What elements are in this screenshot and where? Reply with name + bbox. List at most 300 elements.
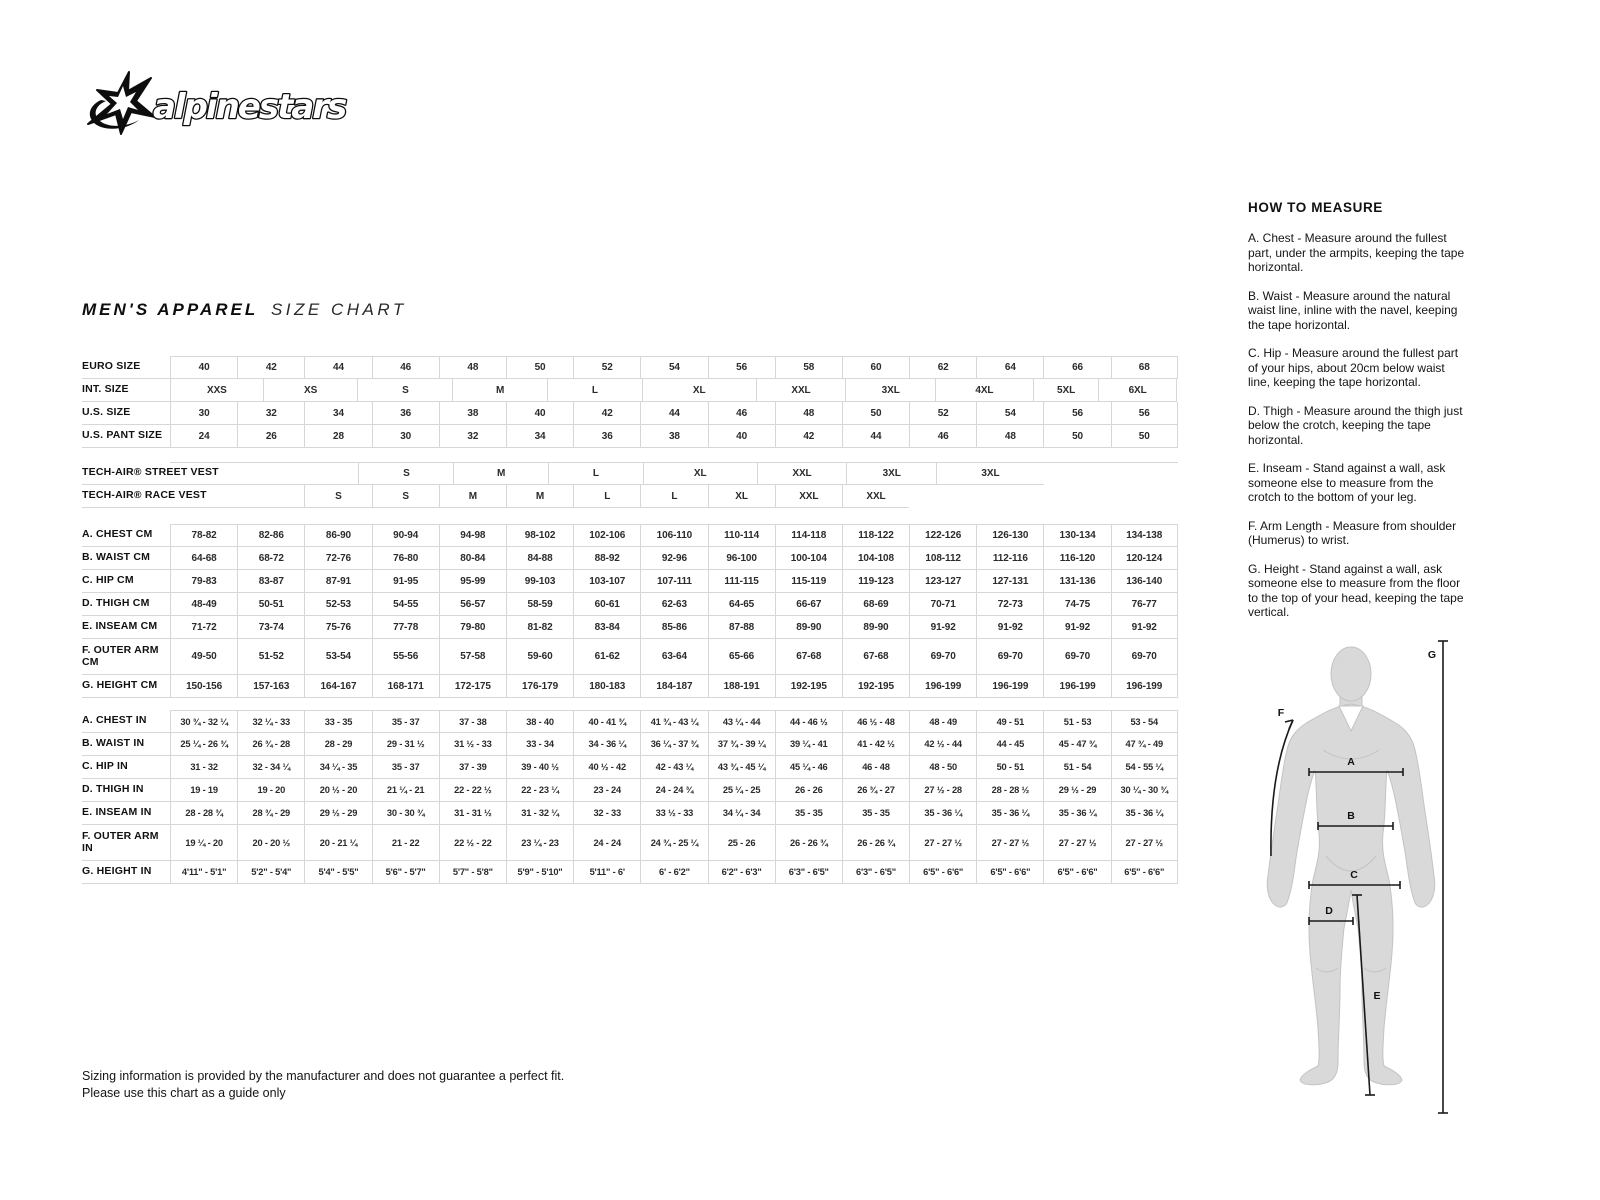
- row-cells: [170, 861, 1178, 884]
- size-row: [82, 756, 1178, 779]
- size-row: [82, 675, 1178, 698]
- size-row: [82, 379, 1178, 402]
- size-cell: 51-52: [237, 639, 304, 675]
- size-cell: 44 - 46 ½: [775, 710, 842, 733]
- size-cell: 48-49: [170, 593, 237, 616]
- size-row: [82, 710, 1178, 733]
- logo-wordmark: alpinestars: [153, 87, 346, 127]
- size-cell: 46: [708, 402, 775, 425]
- size-cell: 68: [1111, 356, 1178, 379]
- row-cells: [170, 710, 1178, 733]
- row-cells: [170, 756, 1178, 779]
- row-cells: [170, 462, 1178, 485]
- size-cell: 5'2" - 5'4": [237, 861, 304, 884]
- size-cell: 48 - 50: [909, 756, 976, 779]
- size-cell: 87-88: [708, 616, 775, 639]
- size-cell: 131-136: [1043, 570, 1110, 593]
- size-cell: 46 - 48: [842, 756, 909, 779]
- size-cell: 51 - 53: [1043, 710, 1110, 733]
- size-cell: 6'5" - 6'6": [1043, 861, 1110, 884]
- empty-cell: [1044, 462, 1178, 485]
- size-cell: 79-83: [170, 570, 237, 593]
- size-cell: 19 ¼ - 20: [170, 825, 237, 861]
- size-cell: 36: [573, 425, 640, 448]
- page-title: [82, 300, 407, 320]
- size-cell: 38: [439, 402, 506, 425]
- size-cell: L: [573, 485, 640, 508]
- size-cell: 6'3" - 6'5": [775, 861, 842, 884]
- label-hip: C: [1350, 869, 1358, 881]
- size-cell: 5'9" - 5'10": [506, 861, 573, 884]
- size-cell: 6'5" - 6'6": [976, 861, 1043, 884]
- page-title-bold: MEN'S APPAREL: [82, 300, 259, 319]
- size-cell: 34 ¼ - 35: [304, 756, 371, 779]
- size-cell: 196-199: [976, 675, 1043, 698]
- row-label: C. HIP CM: [82, 570, 170, 593]
- size-cell: 30 ¼ - 30 ¾: [1111, 779, 1178, 802]
- size-cell: 37 - 38: [439, 710, 506, 733]
- size-cell: 106-110: [640, 524, 707, 547]
- size-cell: 64-65: [708, 593, 775, 616]
- size-cell: 116-120: [1043, 547, 1110, 570]
- size-cell: 48 - 49: [909, 710, 976, 733]
- body-measurement-diagram: [1230, 618, 1560, 1138]
- disclaimer-line-1: Sizing information is provided by the manufacturer and does not guarantee a perfect fit.: [82, 1069, 565, 1083]
- size-cell: 23 ¼ - 23: [506, 825, 573, 861]
- size-cell: 28 - 28 ½: [976, 779, 1043, 802]
- size-cell: 67-68: [842, 639, 909, 675]
- size-cell: 35 - 36 ¼: [976, 802, 1043, 825]
- size-cell: 62-63: [640, 593, 707, 616]
- size-cell: 32: [237, 402, 304, 425]
- row-cells: [170, 402, 1178, 425]
- row-cells: [170, 524, 1178, 547]
- size-cell: 56: [1043, 402, 1110, 425]
- size-cell: 91-92: [1111, 616, 1178, 639]
- size-cell: 42 ½ - 44: [909, 733, 976, 756]
- size-cell: 130-134: [1043, 524, 1110, 547]
- size-cell: 21 ¼ - 21: [372, 779, 439, 802]
- size-cell: 77-78: [372, 616, 439, 639]
- size-cell: 40 - 41 ¾: [573, 710, 640, 733]
- size-cell: 122-126: [909, 524, 976, 547]
- size-cell: 29 ½ - 29: [1043, 779, 1110, 802]
- size-cell: 164-167: [304, 675, 371, 698]
- size-cell: 176-179: [506, 675, 573, 698]
- size-cell: 32: [439, 425, 506, 448]
- size-cell: 67-68: [775, 639, 842, 675]
- size-cell: 36: [372, 402, 439, 425]
- size-cell: 26 - 26: [775, 779, 842, 802]
- size-cell: 54 - 55 ¼: [1111, 756, 1178, 779]
- size-cell: 136-140: [1111, 570, 1178, 593]
- label-thigh: D: [1325, 905, 1333, 917]
- size-cell: 53 - 54: [1111, 710, 1178, 733]
- size-cell: S: [358, 462, 453, 485]
- size-cell: 33 - 34: [506, 733, 573, 756]
- size-cell: 37 ¾ - 39 ¼: [708, 733, 775, 756]
- size-cell: 64: [976, 356, 1043, 379]
- size-row: [82, 861, 1178, 884]
- head: [1331, 647, 1371, 701]
- size-cell: 6'3" - 6'5": [842, 861, 909, 884]
- empty-cell: [1111, 485, 1178, 508]
- size-cell: 40: [170, 356, 237, 379]
- size-cell: 46 ½ - 48: [842, 710, 909, 733]
- size-cell: 26 ¾ - 28: [237, 733, 304, 756]
- size-cell: M: [453, 462, 548, 485]
- measure-instruction-inseam: E. Inseam - Stand against a wall, ask someone else to measure from the crotch to the bottom of your leg.: [1248, 461, 1446, 504]
- size-cell: 35 - 36 ¼: [909, 802, 976, 825]
- size-cell: 60-61: [573, 593, 640, 616]
- size-cell: 50-51: [237, 593, 304, 616]
- row-label: E. INSEAM IN: [82, 802, 170, 825]
- size-cell: 26 - 26 ¾: [775, 825, 842, 861]
- size-cell: XL: [642, 379, 756, 402]
- size-cell: L: [547, 379, 642, 402]
- size-row: [82, 425, 1178, 448]
- size-cell: 22 - 23 ¼: [506, 779, 573, 802]
- size-cell: 27 - 27 ½: [1111, 825, 1178, 861]
- how-to-measure-title: HOW TO MEASURE: [1248, 200, 1383, 215]
- table-section-gap: [82, 508, 1178, 524]
- size-cell: 24 ¾ - 25 ¼: [640, 825, 707, 861]
- size-cell: 76-77: [1111, 593, 1178, 616]
- size-cell: 58-59: [506, 593, 573, 616]
- size-cell: 99-103: [506, 570, 573, 593]
- size-cell: XL: [708, 485, 775, 508]
- size-cell: 30 - 30 ¾: [372, 802, 439, 825]
- size-cell: 51 - 54: [1043, 756, 1110, 779]
- row-label: B. WAIST IN: [82, 733, 170, 756]
- size-cell: 168-171: [372, 675, 439, 698]
- size-cell: 22 ½ - 22: [439, 825, 506, 861]
- page-title-light: SIZE CHART: [270, 300, 407, 319]
- size-cell: 31 - 32 ¼: [506, 802, 573, 825]
- size-cell: 75-76: [304, 616, 371, 639]
- empty-cell: [170, 462, 358, 485]
- size-row: [82, 733, 1178, 756]
- size-cell: 24 - 24 ¾: [640, 779, 707, 802]
- size-cell: 82-86: [237, 524, 304, 547]
- size-cell: 5XL: [1033, 379, 1099, 402]
- size-cell: 83-87: [237, 570, 304, 593]
- size-cell: 76-80: [372, 547, 439, 570]
- size-cell: 32 ¼ - 33: [237, 710, 304, 733]
- size-cell: 42: [237, 356, 304, 379]
- size-cell: S: [304, 485, 371, 508]
- size-cell: 73-74: [237, 616, 304, 639]
- size-cell: M: [452, 379, 547, 402]
- size-cell: 61-62: [573, 639, 640, 675]
- size-cell: 28: [304, 425, 371, 448]
- empty-cell: [1043, 485, 1110, 508]
- size-cell: XXS: [170, 379, 263, 402]
- size-cell: 196-199: [1043, 675, 1110, 698]
- row-label: B. WAIST CM: [82, 547, 170, 570]
- size-cell: 92-96: [640, 547, 707, 570]
- size-cell: S: [372, 485, 439, 508]
- size-cell: 43 ¾ - 45 ¼: [708, 756, 775, 779]
- size-cell: 20 - 20 ½: [237, 825, 304, 861]
- row-cells: [170, 675, 1178, 698]
- size-cell: 72-73: [976, 593, 1043, 616]
- size-cell: 30: [372, 425, 439, 448]
- size-cell: 50: [1111, 425, 1178, 448]
- table-section-gap: [82, 448, 1178, 462]
- size-cell: XS: [263, 379, 358, 402]
- row-label: F. OUTER ARM CM: [82, 639, 170, 675]
- size-cell: 79-80: [439, 616, 506, 639]
- row-label: A. CHEST IN: [82, 710, 170, 733]
- size-cell: 102-106: [573, 524, 640, 547]
- size-cell: 85-86: [640, 616, 707, 639]
- size-cell: 28 ¾ - 29: [237, 802, 304, 825]
- size-cell: 36 ¼ - 37 ¾: [640, 733, 707, 756]
- size-row: [82, 616, 1178, 639]
- size-cell: 63-64: [640, 639, 707, 675]
- size-cell: 134-138: [1111, 524, 1178, 547]
- size-cell: 30: [170, 402, 237, 425]
- size-cell: 98-102: [506, 524, 573, 547]
- label-inseam: E: [1373, 990, 1381, 1002]
- size-cell: 58: [775, 356, 842, 379]
- size-cell: 44: [640, 402, 707, 425]
- size-cell: 29 - 31 ½: [372, 733, 439, 756]
- size-cell: 126-130: [976, 524, 1043, 547]
- size-row: [82, 779, 1178, 802]
- size-cell: 44 - 45: [976, 733, 1043, 756]
- size-cell: 88-92: [573, 547, 640, 570]
- measure-instruction-height: G. Height - Stand against a wall, ask someone else to measure from the floor to the top of your head, keeping the tape vertical.: [1248, 561, 1464, 619]
- size-cell: L: [548, 462, 643, 485]
- row-cells: [170, 485, 1178, 508]
- size-cell: 196-199: [1111, 675, 1178, 698]
- size-cell: 35 - 36 ¼: [1111, 802, 1178, 825]
- size-cell: 43 ¼ - 44: [708, 710, 775, 733]
- table-section-gap: [82, 698, 1178, 710]
- size-cell: 69-70: [909, 639, 976, 675]
- empty-cell: [976, 485, 1043, 508]
- size-cell: 94-98: [439, 524, 506, 547]
- size-cell: 38: [640, 425, 707, 448]
- size-cell: 120-124: [1111, 547, 1178, 570]
- row-label: G. HEIGHT CM: [82, 675, 170, 698]
- size-cell: 84-88: [506, 547, 573, 570]
- row-cells: [170, 356, 1178, 379]
- size-cell: 27 - 27 ½: [976, 825, 1043, 861]
- size-cell: 34 ¼ - 34: [708, 802, 775, 825]
- row-cells: [170, 825, 1178, 861]
- size-cell: 50: [506, 356, 573, 379]
- size-cell: 127-131: [976, 570, 1043, 593]
- size-cell: 50: [1043, 425, 1110, 448]
- size-cell: 78-82: [170, 524, 237, 547]
- size-cell: 26 ¾ - 27: [842, 779, 909, 802]
- measure-instruction-chest: A. Chest - Measure around the fullest part, under the armpits, keeping the tape horizontal.: [1248, 231, 1465, 274]
- size-cell: 29 ½ - 29: [304, 802, 371, 825]
- size-cell: 107-111: [640, 570, 707, 593]
- size-cell: 42: [573, 402, 640, 425]
- size-cell: 30 ¾ - 32 ¼: [170, 710, 237, 733]
- size-cell: 52: [573, 356, 640, 379]
- size-cell: 180-183: [573, 675, 640, 698]
- size-cell: 74-75: [1043, 593, 1110, 616]
- size-cell: XXL: [842, 485, 909, 508]
- size-cell: 31 - 31 ½: [439, 802, 506, 825]
- disclaimer-line-2: Please use this chart as a guide only: [82, 1086, 286, 1100]
- size-cell: 90-94: [372, 524, 439, 547]
- size-cell: 20 ½ - 20: [304, 779, 371, 802]
- label-chest: A: [1347, 756, 1355, 768]
- size-cell: 31 - 32: [170, 756, 237, 779]
- size-cell: 89-90: [775, 616, 842, 639]
- row-label: TECH-AIR® RACE VEST: [82, 485, 170, 508]
- size-cell: 104-108: [842, 547, 909, 570]
- size-cell: 46: [909, 425, 976, 448]
- size-cell: 192-195: [842, 675, 909, 698]
- label-height: G: [1427, 649, 1437, 661]
- row-label: INT. SIZE: [82, 379, 170, 402]
- size-cell: 87-91: [304, 570, 371, 593]
- size-row: [82, 402, 1178, 425]
- size-cell: 112-116: [976, 547, 1043, 570]
- height-measure-line: [1438, 641, 1448, 1113]
- size-cell: 32 - 34 ¼: [237, 756, 304, 779]
- size-cell: 35 - 35: [842, 802, 909, 825]
- row-cells: [170, 547, 1178, 570]
- size-cell: 3XL: [936, 462, 1044, 485]
- row-label: C. HIP IN: [82, 756, 170, 779]
- size-cell: 22 - 22 ½: [439, 779, 506, 802]
- size-cell: M: [506, 485, 573, 508]
- size-cell: 39 - 40 ½: [506, 756, 573, 779]
- size-cell: 48: [775, 402, 842, 425]
- size-cell: 56: [708, 356, 775, 379]
- size-cell: 25 - 26: [708, 825, 775, 861]
- size-cell: 48: [976, 425, 1043, 448]
- row-cells: [170, 733, 1178, 756]
- size-cell: 48: [439, 356, 506, 379]
- size-cell: 44: [304, 356, 371, 379]
- size-cell: 25 ¼ - 25: [708, 779, 775, 802]
- size-cell: 32 - 33: [573, 802, 640, 825]
- row-label: E. INSEAM CM: [82, 616, 170, 639]
- size-cell: 54: [976, 402, 1043, 425]
- size-cell: 196-199: [909, 675, 976, 698]
- size-cell: 20 - 21 ¼: [304, 825, 371, 861]
- size-cell: 40: [708, 425, 775, 448]
- size-cell: 46: [372, 356, 439, 379]
- size-cell: 5'6" - 5'7": [372, 861, 439, 884]
- size-cell: 56: [1111, 402, 1178, 425]
- size-cell: 57-58: [439, 639, 506, 675]
- size-cell: 35 - 37: [372, 710, 439, 733]
- size-cell: 5'4" - 5'5": [304, 861, 371, 884]
- size-cell: 52: [909, 402, 976, 425]
- size-row: [82, 570, 1178, 593]
- size-cell: 157-163: [237, 675, 304, 698]
- size-cell: 119-123: [842, 570, 909, 593]
- size-cell: 24: [170, 425, 237, 448]
- size-cell: 45 - 47 ¾: [1043, 733, 1110, 756]
- size-cell: 34: [506, 425, 573, 448]
- size-cell: 118-122: [842, 524, 909, 547]
- row-cells: [170, 779, 1178, 802]
- size-cell: 27 ½ - 28: [909, 779, 976, 802]
- size-row: [82, 825, 1178, 861]
- row-cells: [170, 425, 1178, 448]
- size-cell: 91-92: [1043, 616, 1110, 639]
- size-cell: 6'5" - 6'6": [1111, 861, 1178, 884]
- label-waist: B: [1347, 810, 1355, 822]
- size-cell: 50: [842, 402, 909, 425]
- size-row: [82, 462, 1178, 485]
- row-label: TECH-AIR® STREET VEST: [82, 462, 170, 485]
- size-cell: 54: [640, 356, 707, 379]
- size-cell: 19 - 19: [170, 779, 237, 802]
- size-cell: 115-119: [775, 570, 842, 593]
- alpinestars-logo: [85, 68, 365, 148]
- size-cell: L: [640, 485, 707, 508]
- size-cell: 3XL: [846, 462, 936, 485]
- label-arm: F: [1277, 707, 1285, 719]
- size-cell: 27 - 27 ½: [909, 825, 976, 861]
- size-cell: 60: [842, 356, 909, 379]
- size-cell: 59-60: [506, 639, 573, 675]
- size-cell: 33 - 35: [304, 710, 371, 733]
- size-row: [82, 639, 1178, 675]
- size-cell: 86-90: [304, 524, 371, 547]
- size-cell: 35 - 36 ¼: [1043, 802, 1110, 825]
- size-row: [82, 356, 1178, 379]
- size-cell: 49 - 51: [976, 710, 1043, 733]
- size-cell: 192-195: [775, 675, 842, 698]
- size-cell: 123-127: [909, 570, 976, 593]
- size-cell: XL: [643, 462, 757, 485]
- size-cell: S: [357, 379, 452, 402]
- size-cell: 34 - 36 ¼: [573, 733, 640, 756]
- size-cell: 4XL: [935, 379, 1033, 402]
- size-row: [82, 547, 1178, 570]
- size-cell: 24 - 24: [573, 825, 640, 861]
- size-cell: 68-72: [237, 547, 304, 570]
- size-cell: 31 ½ - 33: [439, 733, 506, 756]
- size-cell: 89-90: [842, 616, 909, 639]
- measure-instruction-waist: B. Waist - Measure around the natural waist line, inline with the navel, keeping the tape horizontal.: [1248, 288, 1458, 332]
- size-cell: 35 - 37: [372, 756, 439, 779]
- size-cell: 25 ¼ - 26 ¾: [170, 733, 237, 756]
- size-cell: 42 - 43 ¼: [640, 756, 707, 779]
- empty-cell: [909, 485, 976, 508]
- size-cell: 91-92: [909, 616, 976, 639]
- row-label: A. CHEST CM: [82, 524, 170, 547]
- size-row: [82, 802, 1178, 825]
- size-cell: 69-70: [976, 639, 1043, 675]
- size-cell: 83-84: [573, 616, 640, 639]
- size-cell: 53-54: [304, 639, 371, 675]
- size-cell: 66-67: [775, 593, 842, 616]
- size-cell: 34: [304, 402, 371, 425]
- size-cell: 65-66: [708, 639, 775, 675]
- size-cell: 4'11" - 5'1": [170, 861, 237, 884]
- size-cell: 41 ¾ - 43 ¼: [640, 710, 707, 733]
- size-cell: 54-55: [372, 593, 439, 616]
- size-row: [82, 524, 1178, 547]
- size-cell: 45 ¼ - 46: [775, 756, 842, 779]
- row-cells: [170, 593, 1178, 616]
- size-row: [82, 485, 1178, 508]
